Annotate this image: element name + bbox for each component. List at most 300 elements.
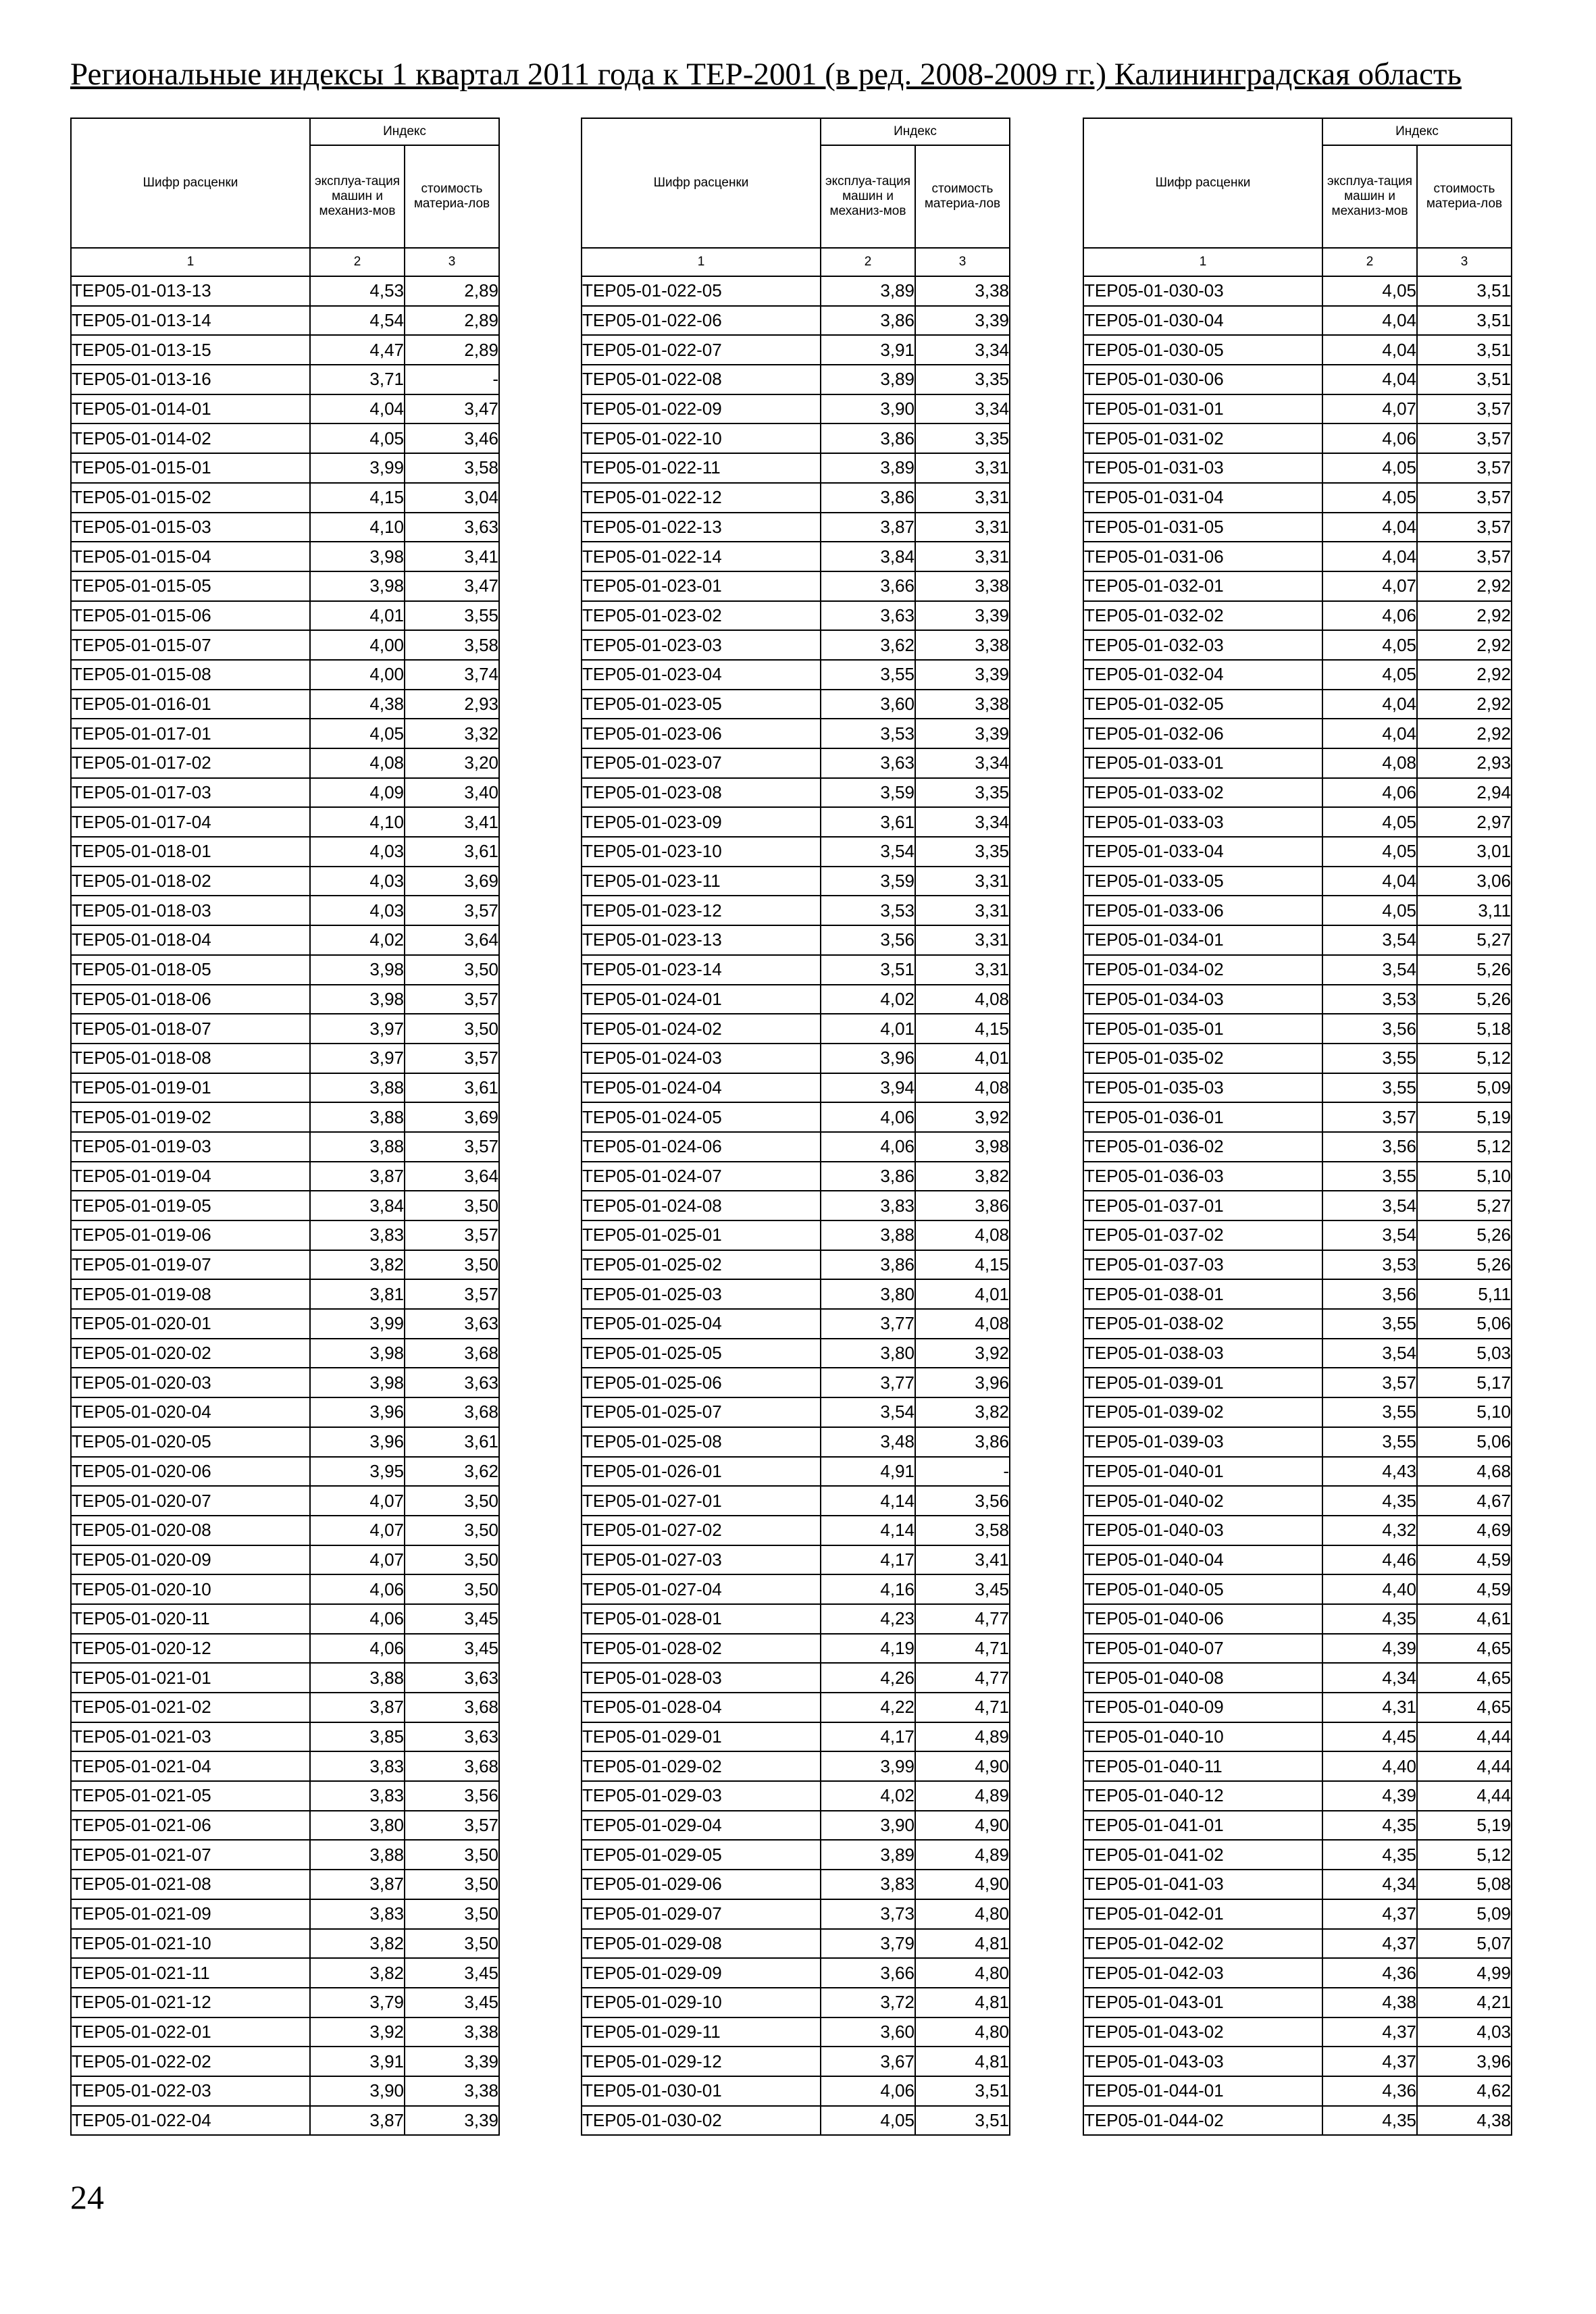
rate-code: ТЕР05-01-022-04 bbox=[71, 2106, 310, 2136]
rate-code: ТЕР05-01-040-11 bbox=[1083, 1751, 1322, 1781]
materials-index: 3,50 bbox=[405, 1516, 499, 1545]
materials-index: 3,39 bbox=[405, 2047, 499, 2076]
exploitation-index: 4,39 bbox=[1322, 1781, 1417, 1811]
exploitation-index: 4,07 bbox=[310, 1486, 405, 1516]
table-row bbox=[582, 1132, 1010, 1162]
rate-code: ТЕР05-01-025-08 bbox=[582, 1427, 821, 1457]
exploitation-index: 4,38 bbox=[310, 690, 405, 719]
materials-index: 4,68 bbox=[1417, 1457, 1512, 1487]
materials-index: 4,62 bbox=[1417, 2076, 1512, 2106]
rate-code: ТЕР05-01-039-03 bbox=[1083, 1427, 1322, 1457]
materials-index: 2,92 bbox=[1417, 719, 1512, 748]
rate-code: ТЕР05-01-033-02 bbox=[1083, 778, 1322, 808]
rate-code: ТЕР05-01-036-01 bbox=[1083, 1102, 1322, 1132]
materials-index: 4,08 bbox=[915, 985, 1010, 1014]
exploitation-index: 3,80 bbox=[310, 1811, 405, 1841]
rate-code: ТЕР05-01-040-06 bbox=[1083, 1604, 1322, 1634]
rate-code: ТЕР05-01-032-05 bbox=[1083, 690, 1322, 719]
table-row bbox=[1083, 985, 1512, 1014]
materials-index: 2,93 bbox=[1417, 748, 1512, 778]
table-row bbox=[71, 690, 499, 719]
materials-index: 4,80 bbox=[915, 1958, 1010, 1988]
rate-code: ТЕР05-01-025-02 bbox=[582, 1250, 821, 1280]
rate-code: ТЕР05-01-022-12 bbox=[582, 483, 821, 513]
table-row bbox=[1083, 483, 1512, 513]
materials-index: 4,59 bbox=[1417, 1574, 1512, 1604]
exploitation-index: 3,63 bbox=[821, 601, 915, 631]
rate-code: ТЕР05-01-044-02 bbox=[1083, 2106, 1322, 2136]
exploitation-index: 3,98 bbox=[310, 1339, 405, 1368]
materials-index: 3,35 bbox=[915, 365, 1010, 394]
exploitation-index: 4,04 bbox=[1322, 365, 1417, 394]
table-row bbox=[71, 335, 499, 365]
materials-index: 3,38 bbox=[405, 2017, 499, 2047]
exploitation-index: 3,82 bbox=[310, 1958, 405, 1988]
exploitation-index: 4,04 bbox=[1322, 867, 1417, 896]
exploitation-index: 3,60 bbox=[821, 2017, 915, 2047]
rate-code: ТЕР05-01-040-12 bbox=[1083, 1781, 1322, 1811]
exploitation-index: 4,40 bbox=[1322, 1574, 1417, 1604]
table-row bbox=[582, 1191, 1010, 1220]
exploitation-index: 4,35 bbox=[1322, 1486, 1417, 1516]
exploitation-index: 4,04 bbox=[1322, 306, 1417, 336]
table-row bbox=[1083, 571, 1512, 601]
rate-code: ТЕР05-01-024-08 bbox=[582, 1191, 821, 1220]
exploitation-index: 3,71 bbox=[310, 365, 405, 394]
table-row bbox=[1083, 542, 1512, 571]
table-row bbox=[1083, 2106, 1512, 2136]
table-row bbox=[582, 1722, 1010, 1752]
exploitation-index: 3,54 bbox=[821, 837, 915, 867]
rate-code: ТЕР05-01-031-02 bbox=[1083, 423, 1322, 453]
table-row bbox=[71, 306, 499, 336]
rate-code: ТЕР05-01-040-01 bbox=[1083, 1457, 1322, 1487]
table-row bbox=[71, 1486, 499, 1516]
materials-index: 3,68 bbox=[405, 1397, 499, 1427]
exploitation-index: 3,53 bbox=[821, 719, 915, 748]
materials-index: 2,94 bbox=[1417, 778, 1512, 808]
rate-code: ТЕР05-01-018-08 bbox=[71, 1044, 310, 1073]
rate-code: ТЕР05-01-022-08 bbox=[582, 365, 821, 394]
rate-code: ТЕР05-01-018-05 bbox=[71, 955, 310, 985]
rate-code: ТЕР05-01-017-01 bbox=[71, 719, 310, 748]
rate-code: ТЕР05-01-015-01 bbox=[71, 453, 310, 483]
table-row bbox=[582, 1457, 1010, 1487]
materials-index: 2,92 bbox=[1417, 660, 1512, 690]
table-row bbox=[582, 630, 1010, 660]
exploitation-index: 3,98 bbox=[310, 985, 405, 1014]
exploitation-index: 3,86 bbox=[821, 483, 915, 513]
exploitation-index: 4,05 bbox=[1322, 630, 1417, 660]
header-column-number: 3 bbox=[1417, 248, 1512, 276]
exploitation-index: 3,62 bbox=[821, 630, 915, 660]
table-row bbox=[1083, 1191, 1512, 1220]
rate-code: ТЕР05-01-025-03 bbox=[582, 1279, 821, 1309]
materials-index: 5,11 bbox=[1417, 1279, 1512, 1309]
header-column-number: 1 bbox=[582, 248, 821, 276]
rate-code: ТЕР05-01-023-03 bbox=[582, 630, 821, 660]
rate-code: ТЕР05-01-030-05 bbox=[1083, 335, 1322, 365]
materials-index: 5,07 bbox=[1417, 1929, 1512, 1959]
table-row bbox=[71, 1339, 499, 1368]
rate-code: ТЕР05-01-032-01 bbox=[1083, 571, 1322, 601]
exploitation-index: 3,82 bbox=[310, 1929, 405, 1959]
rate-code: ТЕР05-01-018-06 bbox=[71, 985, 310, 1014]
materials-index: 3,50 bbox=[405, 1929, 499, 1959]
materials-index: 4,71 bbox=[915, 1634, 1010, 1664]
exploitation-index: 3,84 bbox=[821, 542, 915, 571]
table-row bbox=[1083, 335, 1512, 365]
exploitation-index: 4,16 bbox=[821, 1574, 915, 1604]
table-row bbox=[71, 1427, 499, 1457]
materials-index: 3,35 bbox=[915, 423, 1010, 453]
rate-code: ТЕР05-01-022-03 bbox=[71, 2076, 310, 2106]
materials-index: 4,08 bbox=[915, 1309, 1010, 1339]
materials-index: 3,69 bbox=[405, 1102, 499, 1132]
table-row bbox=[582, 394, 1010, 424]
rate-code: ТЕР05-01-032-03 bbox=[1083, 630, 1322, 660]
table-row bbox=[1083, 1693, 1512, 1722]
rate-code: ТЕР05-01-021-12 bbox=[71, 1988, 310, 2017]
table-row bbox=[582, 1427, 1010, 1457]
rate-code: ТЕР05-01-029-06 bbox=[582, 1870, 821, 1899]
materials-index: 3,31 bbox=[915, 955, 1010, 985]
materials-index: 3,68 bbox=[405, 1751, 499, 1781]
exploitation-index: 3,97 bbox=[310, 1014, 405, 1044]
header-index: Индекс bbox=[310, 118, 499, 145]
header-materials: стоимость материа-лов bbox=[405, 145, 499, 248]
materials-index: 3,92 bbox=[915, 1339, 1010, 1368]
table-row bbox=[1083, 1634, 1512, 1664]
rate-code: ТЕР05-01-017-03 bbox=[71, 778, 310, 808]
exploitation-index: 3,89 bbox=[821, 453, 915, 483]
materials-index: 4,65 bbox=[1417, 1634, 1512, 1664]
exploitation-index: 4,06 bbox=[1322, 601, 1417, 631]
table-row bbox=[71, 542, 499, 571]
table-row bbox=[1083, 1781, 1512, 1811]
exploitation-index: 3,51 bbox=[821, 955, 915, 985]
materials-index: 3,57 bbox=[405, 1279, 499, 1309]
rate-code: ТЕР05-01-040-09 bbox=[1083, 1693, 1322, 1722]
header-column-number: 1 bbox=[71, 248, 310, 276]
materials-index: 3,82 bbox=[915, 1397, 1010, 1427]
table-row bbox=[1083, 601, 1512, 631]
rate-code: ТЕР05-01-025-01 bbox=[582, 1220, 821, 1250]
rate-code: ТЕР05-01-020-11 bbox=[71, 1604, 310, 1634]
table-row bbox=[582, 1693, 1010, 1722]
table-row bbox=[71, 1663, 499, 1693]
exploitation-index: 3,80 bbox=[821, 1339, 915, 1368]
rate-code: ТЕР05-01-030-06 bbox=[1083, 365, 1322, 394]
exploitation-index: 4,17 bbox=[821, 1545, 915, 1575]
materials-index: 4,01 bbox=[915, 1279, 1010, 1309]
rate-code: ТЕР05-01-021-05 bbox=[71, 1781, 310, 1811]
materials-index: 4,90 bbox=[915, 1751, 1010, 1781]
header-column-number: 3 bbox=[915, 248, 1010, 276]
table-row bbox=[71, 571, 499, 601]
header-column-number: 1 bbox=[1083, 248, 1322, 276]
materials-index: 3,41 bbox=[405, 542, 499, 571]
exploitation-index: 3,55 bbox=[1322, 1073, 1417, 1103]
exploitation-index: 4,23 bbox=[821, 1604, 915, 1634]
rate-code: ТЕР05-01-025-04 bbox=[582, 1309, 821, 1339]
table-row bbox=[71, 1162, 499, 1191]
materials-index: 4,80 bbox=[915, 1899, 1010, 1929]
table-row bbox=[71, 1870, 499, 1899]
rate-code: ТЕР05-01-034-02 bbox=[1083, 955, 1322, 985]
exploitation-index: 3,98 bbox=[310, 542, 405, 571]
exploitation-index: 4,53 bbox=[310, 276, 405, 306]
rate-code: ТЕР05-01-043-01 bbox=[1083, 1988, 1322, 2017]
rate-code: ТЕР05-01-024-04 bbox=[582, 1073, 821, 1103]
table-row bbox=[1083, 1604, 1512, 1634]
exploitation-index: 4,03 bbox=[310, 837, 405, 867]
exploitation-index: 3,55 bbox=[1322, 1397, 1417, 1427]
table-row bbox=[1083, 306, 1512, 336]
table-row bbox=[582, 778, 1010, 808]
materials-index: 3,55 bbox=[405, 601, 499, 631]
table-row bbox=[582, 1781, 1010, 1811]
rate-code: ТЕР05-01-024-06 bbox=[582, 1132, 821, 1162]
rate-code: ТЕР05-01-022-13 bbox=[582, 513, 821, 542]
materials-index: 3,51 bbox=[915, 2076, 1010, 2106]
exploitation-index: 4,54 bbox=[310, 306, 405, 336]
rate-code: ТЕР05-01-021-08 bbox=[71, 1870, 310, 1899]
exploitation-index: 3,79 bbox=[821, 1929, 915, 1959]
materials-index: 3,63 bbox=[405, 1722, 499, 1752]
table-row bbox=[71, 1457, 499, 1487]
rate-code: ТЕР05-01-020-08 bbox=[71, 1516, 310, 1545]
exploitation-index: 4,05 bbox=[1322, 660, 1417, 690]
rate-code: ТЕР05-01-021-02 bbox=[71, 1693, 310, 1722]
exploitation-index: 3,88 bbox=[310, 1132, 405, 1162]
exploitation-index: 3,57 bbox=[1322, 1102, 1417, 1132]
exploitation-index: 4,91 bbox=[821, 1457, 915, 1487]
exploitation-index: 4,01 bbox=[821, 1014, 915, 1044]
rate-code: ТЕР05-01-038-01 bbox=[1083, 1279, 1322, 1309]
exploitation-index: 3,96 bbox=[310, 1397, 405, 1427]
exploitation-index: 4,35 bbox=[1322, 1811, 1417, 1841]
rate-code: ТЕР05-01-021-04 bbox=[71, 1751, 310, 1781]
exploitation-index: 3,82 bbox=[310, 1250, 405, 1280]
rate-code: ТЕР05-01-023-01 bbox=[582, 571, 821, 601]
table-row bbox=[71, 1781, 499, 1811]
index-table-3 bbox=[1083, 118, 1512, 2136]
header-materials: стоимость материа-лов bbox=[915, 145, 1010, 248]
exploitation-index: 4,06 bbox=[310, 1634, 405, 1664]
table-row bbox=[71, 276, 499, 306]
materials-index: 3,57 bbox=[1417, 423, 1512, 453]
rate-code: ТЕР05-01-022-10 bbox=[582, 423, 821, 453]
exploitation-index: 4,06 bbox=[821, 1132, 915, 1162]
exploitation-index: 3,61 bbox=[821, 807, 915, 837]
table-row bbox=[582, 542, 1010, 571]
rate-code: ТЕР05-01-041-01 bbox=[1083, 1811, 1322, 1841]
exploitation-index: 3,98 bbox=[310, 571, 405, 601]
rate-code: ТЕР05-01-019-08 bbox=[71, 1279, 310, 1309]
materials-index: 3,50 bbox=[405, 1870, 499, 1899]
rate-code: ТЕР05-01-032-02 bbox=[1083, 601, 1322, 631]
table-row bbox=[582, 925, 1010, 955]
materials-index: 5,18 bbox=[1417, 1014, 1512, 1044]
table-row bbox=[71, 1309, 499, 1339]
rate-code: ТЕР05-01-014-02 bbox=[71, 423, 310, 453]
table-row bbox=[582, 867, 1010, 896]
rate-code: ТЕР05-01-032-04 bbox=[1083, 660, 1322, 690]
rate-code: ТЕР05-01-017-02 bbox=[71, 748, 310, 778]
rate-code: ТЕР05-01-022-05 bbox=[582, 276, 821, 306]
header-code: Шифр расценки bbox=[582, 118, 821, 248]
exploitation-index: 4,17 bbox=[821, 1722, 915, 1752]
exploitation-index: 4,05 bbox=[1322, 896, 1417, 925]
header-exploitation: эксплуа-тация машин и механиз-мов bbox=[821, 145, 915, 248]
materials-index: 3,51 bbox=[1417, 335, 1512, 365]
materials-index: 3,11 bbox=[1417, 896, 1512, 925]
rate-code: ТЕР05-01-019-07 bbox=[71, 1250, 310, 1280]
table-row bbox=[582, 513, 1010, 542]
exploitation-index: 4,05 bbox=[1322, 837, 1417, 867]
exploitation-index: 3,83 bbox=[310, 1781, 405, 1811]
table-row bbox=[582, 365, 1010, 394]
rate-code: ТЕР05-01-017-04 bbox=[71, 807, 310, 837]
materials-index: 3,57 bbox=[405, 985, 499, 1014]
table-row bbox=[71, 719, 499, 748]
table-row bbox=[1083, 1899, 1512, 1929]
exploitation-index: 3,72 bbox=[821, 1988, 915, 2017]
rate-code: ТЕР05-01-019-05 bbox=[71, 1191, 310, 1220]
table-row bbox=[71, 1574, 499, 1604]
materials-index: 5,19 bbox=[1417, 1102, 1512, 1132]
rate-code: ТЕР05-01-023-02 bbox=[582, 601, 821, 631]
table-row bbox=[582, 1870, 1010, 1899]
exploitation-index: 4,35 bbox=[1322, 2106, 1417, 2136]
exploitation-index: 4,05 bbox=[1322, 483, 1417, 513]
table-row bbox=[1083, 1250, 1512, 1280]
rate-code: ТЕР05-01-029-10 bbox=[582, 1988, 821, 2017]
rate-code: ТЕР05-01-040-02 bbox=[1083, 1486, 1322, 1516]
materials-index: 3,34 bbox=[915, 807, 1010, 837]
rate-code: ТЕР05-01-030-04 bbox=[1083, 306, 1322, 336]
rate-code: ТЕР05-01-024-05 bbox=[582, 1102, 821, 1132]
exploitation-index: 4,02 bbox=[310, 925, 405, 955]
header-index: Индекс bbox=[821, 118, 1010, 145]
table-row bbox=[582, 837, 1010, 867]
rate-code: ТЕР05-01-033-05 bbox=[1083, 867, 1322, 896]
exploitation-index: 4,32 bbox=[1322, 1516, 1417, 1545]
materials-index: 5,27 bbox=[1417, 925, 1512, 955]
table-row bbox=[582, 453, 1010, 483]
materials-index: 3,35 bbox=[915, 837, 1010, 867]
materials-index: 3,57 bbox=[1417, 483, 1512, 513]
rate-code: ТЕР05-01-037-02 bbox=[1083, 1220, 1322, 1250]
exploitation-index: 3,54 bbox=[1322, 1339, 1417, 1368]
materials-index: - bbox=[915, 1457, 1010, 1487]
materials-index: 3,45 bbox=[405, 1634, 499, 1664]
materials-index: 3,58 bbox=[915, 1516, 1010, 1545]
materials-index: 4,89 bbox=[915, 1840, 1010, 1870]
table-row bbox=[1083, 1840, 1512, 1870]
materials-index: 3,86 bbox=[915, 1427, 1010, 1457]
materials-index: 4,81 bbox=[915, 1929, 1010, 1959]
materials-index: 3,46 bbox=[405, 423, 499, 453]
materials-index: 4,44 bbox=[1417, 1722, 1512, 1752]
materials-index: 3,63 bbox=[405, 1309, 499, 1339]
table-row bbox=[1083, 1339, 1512, 1368]
rate-code: ТЕР05-01-024-03 bbox=[582, 1044, 821, 1073]
materials-index: 3,51 bbox=[915, 2106, 1010, 2136]
materials-index: 3,63 bbox=[405, 1368, 499, 1397]
table-row bbox=[1083, 2047, 1512, 2076]
exploitation-index: 4,34 bbox=[1322, 1870, 1417, 1899]
exploitation-index: 4,05 bbox=[821, 2106, 915, 2136]
page-number: 24 bbox=[70, 2178, 104, 2216]
materials-index: 5,09 bbox=[1417, 1073, 1512, 1103]
materials-index: 3,61 bbox=[405, 1427, 499, 1457]
rate-code: ТЕР05-01-040-03 bbox=[1083, 1516, 1322, 1545]
materials-index: 5,09 bbox=[1417, 1899, 1512, 1929]
rate-code: ТЕР05-01-015-03 bbox=[71, 513, 310, 542]
materials-index: 5,12 bbox=[1417, 1044, 1512, 1073]
rate-code: ТЕР05-01-038-03 bbox=[1083, 1339, 1322, 1368]
exploitation-index: 3,89 bbox=[821, 276, 915, 306]
materials-index: 3,20 bbox=[405, 748, 499, 778]
materials-index: 4,65 bbox=[1417, 1663, 1512, 1693]
table-row bbox=[1083, 925, 1512, 955]
exploitation-index: 4,07 bbox=[310, 1545, 405, 1575]
table-row bbox=[71, 1929, 499, 1959]
exploitation-index: 4,06 bbox=[1322, 423, 1417, 453]
rate-code: ТЕР05-01-018-03 bbox=[71, 896, 310, 925]
exploitation-index: 4,04 bbox=[1322, 690, 1417, 719]
header-materials: стоимость материа-лов bbox=[1417, 145, 1512, 248]
exploitation-index: 3,56 bbox=[1322, 1132, 1417, 1162]
rate-code: ТЕР05-01-021-06 bbox=[71, 1811, 310, 1841]
rate-code: ТЕР05-01-029-04 bbox=[582, 1811, 821, 1841]
exploitation-index: 4,45 bbox=[1322, 1722, 1417, 1752]
rate-code: ТЕР05-01-022-07 bbox=[582, 335, 821, 365]
exploitation-index: 3,96 bbox=[821, 1044, 915, 1073]
rate-code: ТЕР05-01-039-02 bbox=[1083, 1397, 1322, 1427]
table-row bbox=[71, 867, 499, 896]
rate-code: ТЕР05-01-026-01 bbox=[582, 1457, 821, 1487]
table-row bbox=[582, 719, 1010, 748]
materials-index: 4,81 bbox=[915, 2047, 1010, 2076]
rate-code: ТЕР05-01-025-07 bbox=[582, 1397, 821, 1427]
exploitation-index: 4,35 bbox=[1322, 1604, 1417, 1634]
index-table-1 bbox=[70, 118, 500, 2136]
exploitation-index: 4,15 bbox=[310, 483, 405, 513]
table-row bbox=[71, 423, 499, 453]
rate-code: ТЕР05-01-022-09 bbox=[582, 394, 821, 424]
rate-code: ТЕР05-01-019-01 bbox=[71, 1073, 310, 1103]
materials-index: 3,57 bbox=[405, 1132, 499, 1162]
rate-code: ТЕР05-01-021-09 bbox=[71, 1899, 310, 1929]
rate-code: ТЕР05-01-041-02 bbox=[1083, 1840, 1322, 1870]
rate-code: ТЕР05-01-029-05 bbox=[582, 1840, 821, 1870]
materials-index: 4,61 bbox=[1417, 1604, 1512, 1634]
rate-code: ТЕР05-01-029-07 bbox=[582, 1899, 821, 1929]
exploitation-index: 3,89 bbox=[821, 365, 915, 394]
exploitation-index: 3,86 bbox=[821, 1162, 915, 1191]
rate-code: ТЕР05-01-015-06 bbox=[71, 601, 310, 631]
materials-index: 3,39 bbox=[915, 660, 1010, 690]
rate-code: ТЕР05-01-027-03 bbox=[582, 1545, 821, 1575]
materials-index: 3,92 bbox=[915, 1102, 1010, 1132]
materials-index: 5,06 bbox=[1417, 1427, 1512, 1457]
rate-code: ТЕР05-01-028-03 bbox=[582, 1663, 821, 1693]
exploitation-index: 3,99 bbox=[310, 453, 405, 483]
table-row bbox=[582, 1958, 1010, 1988]
